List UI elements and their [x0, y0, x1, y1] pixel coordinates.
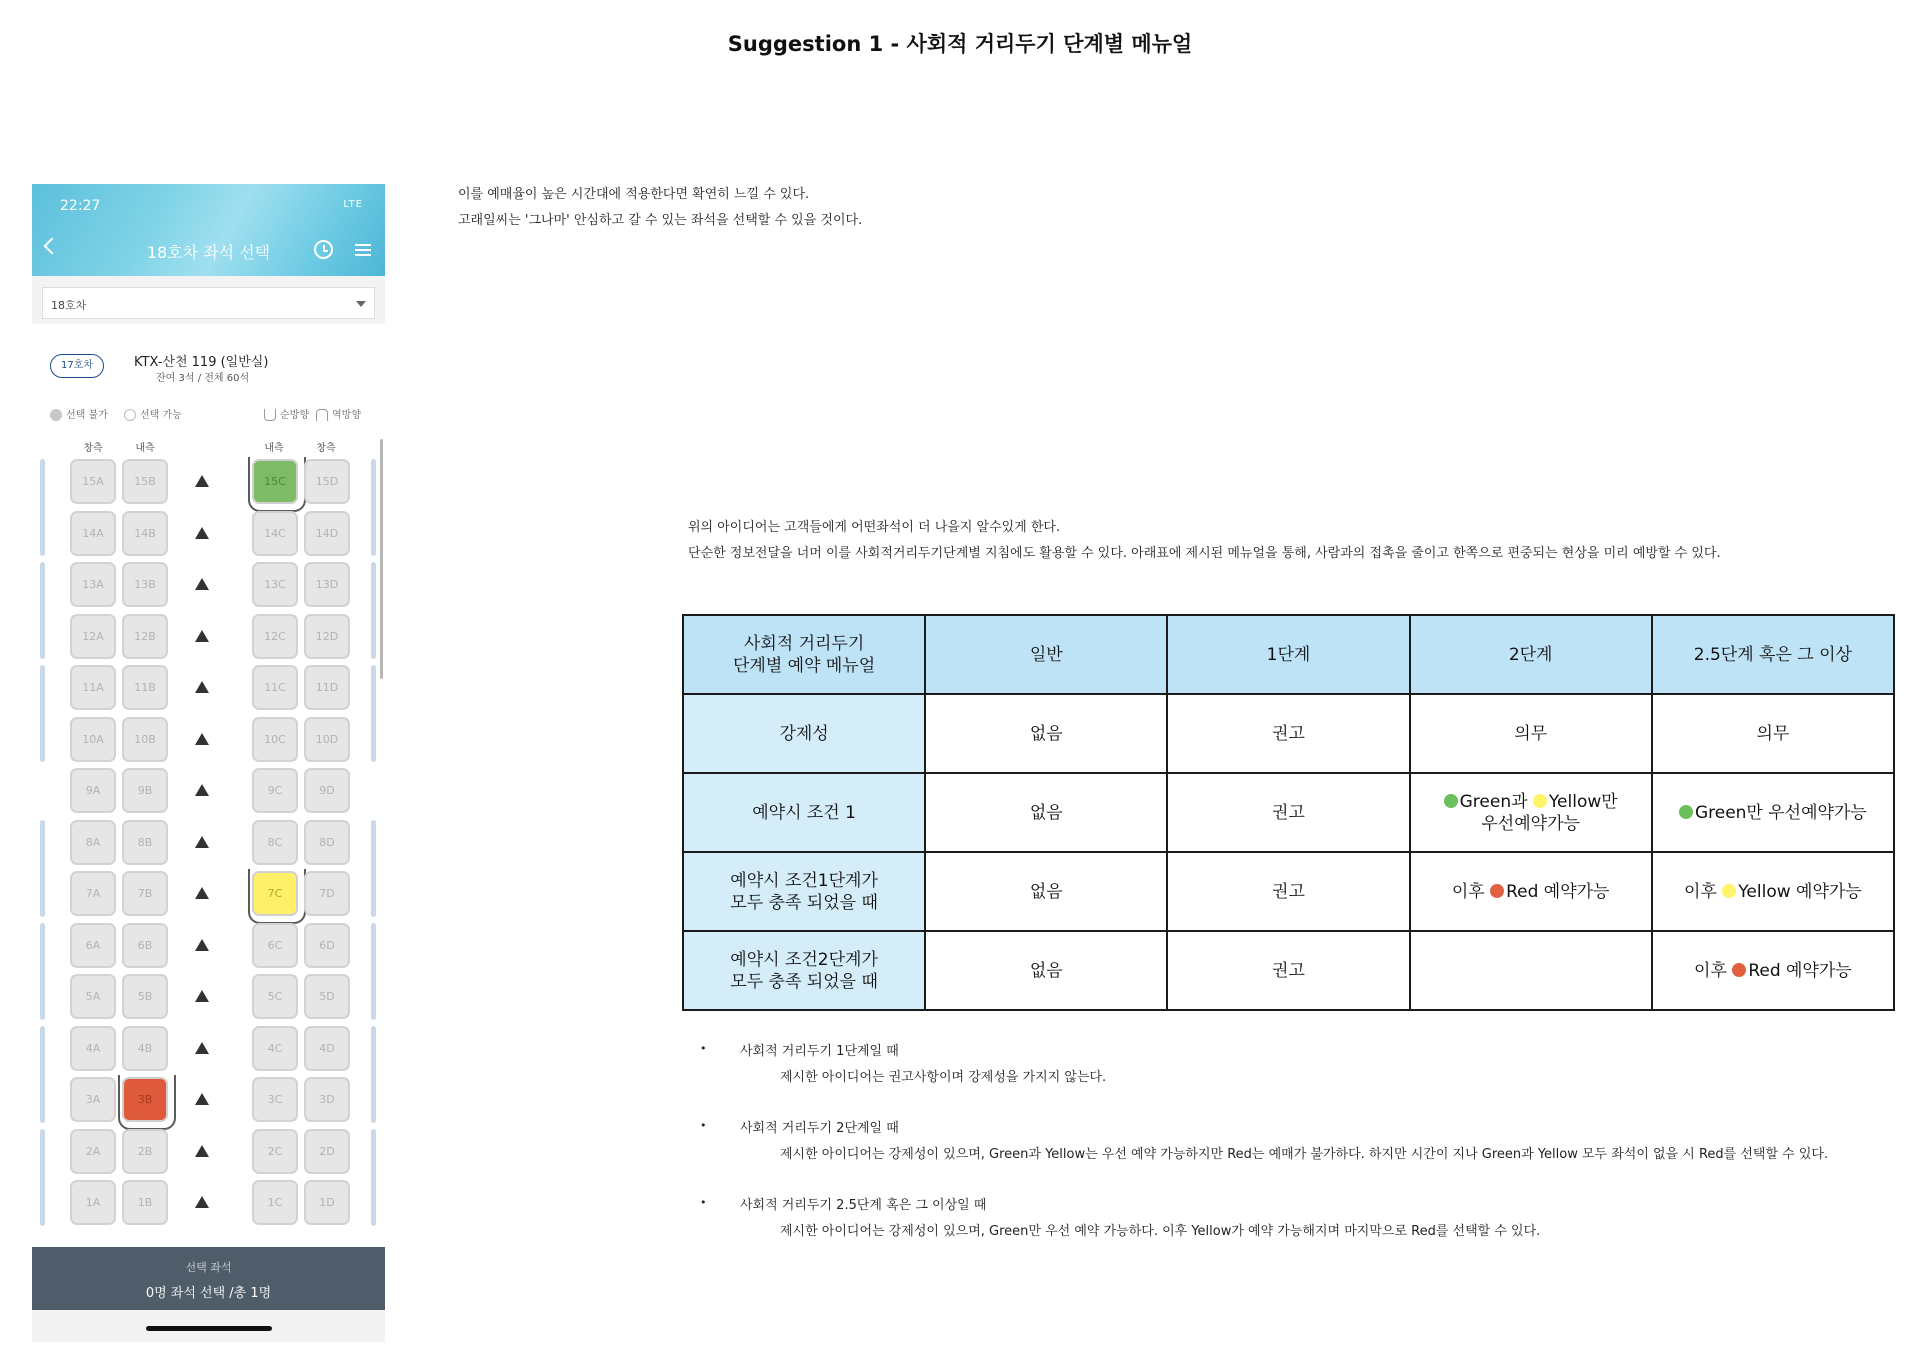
seat-4c[interactable]: 4C — [252, 1026, 298, 1071]
seat-2c[interactable]: 2C — [252, 1129, 298, 1174]
note-body: 제시한 아이디어는 권고사항이며 강제성을 가지지 않는다. — [780, 1070, 1107, 1085]
forward-seat-icon — [264, 409, 276, 421]
cell-text: Yellow만 — [1548, 791, 1618, 812]
bullet-icon: • — [700, 1196, 707, 1209]
table-cell: 권고 — [1167, 694, 1409, 773]
legend-forward: 순방향 — [280, 410, 309, 421]
seat-13a[interactable]: 13A — [70, 562, 116, 607]
seat-7a[interactable]: 7A — [70, 871, 116, 916]
note-item — [700, 1117, 1900, 1194]
seat-map — [32, 431, 385, 1247]
clock-icon[interactable] — [314, 240, 333, 259]
table-cell — [1410, 852, 1652, 931]
row-header-line: 모두 충족 되었을 때 — [730, 892, 878, 913]
seat-13b[interactable]: 13B — [122, 562, 168, 607]
window-bar — [371, 562, 376, 659]
legend-unavailable: 선택 불가 — [66, 410, 108, 421]
table-row — [683, 773, 1894, 852]
prev-car-button[interactable]: 17호차 — [50, 354, 104, 378]
direction-arrow-icon — [195, 1196, 209, 1208]
note-title: 사회적 거리두기 2.5단계 혹은 그 이상일 때 — [740, 1198, 987, 1213]
direction-arrow-icon — [195, 527, 209, 539]
scrollbar[interactable] — [380, 439, 383, 679]
row-header — [683, 931, 925, 1010]
seat-6d[interactable]: 6D — [304, 923, 350, 968]
window-bar — [40, 1129, 45, 1226]
column-header: 2단계 — [1410, 615, 1652, 694]
direction-arrow-icon — [195, 733, 209, 745]
cell-text: 이후 — [1684, 881, 1717, 902]
cell-text: 이후 — [1694, 960, 1727, 981]
cell-text: Red 예약가능 — [1506, 881, 1610, 902]
yellow-dot-icon — [1722, 884, 1736, 898]
caret-down-icon — [356, 301, 366, 307]
status-network: LTE — [343, 199, 363, 210]
seat-1b[interactable]: 1B — [122, 1180, 168, 1225]
seat-6a[interactable]: 6A — [70, 923, 116, 968]
row-header-line: 모두 충족 되었을 때 — [730, 971, 878, 992]
seat-1a[interactable]: 1A — [70, 1180, 116, 1225]
table-cell — [1652, 931, 1894, 1010]
window-bar — [40, 923, 45, 1020]
home-indicator — [146, 1326, 272, 1331]
cell-text: Green과 — [1459, 791, 1528, 812]
seat-12a[interactable]: 12A — [70, 614, 116, 659]
seat-6b[interactable]: 6B — [122, 923, 168, 968]
table-row — [683, 852, 1894, 931]
seat-3d[interactable]: 3D — [304, 1077, 350, 1122]
note-body: 제시한 아이디어는 강제성이 있으며, Green과 Yellow는 우선 예약 가능하지만 Red는 예매가 불가하다. 하지만 시간이 지나 Green과 Yellow 모두 좌석이 없을 시 Red를 선택할 수 있다. — [780, 1147, 1829, 1162]
bullet-icon: • — [700, 1042, 707, 1055]
window-bar — [371, 1026, 376, 1123]
seat-5d[interactable]: 5D — [304, 974, 350, 1019]
direction-arrow-icon — [195, 784, 209, 796]
seat-2a[interactable]: 2A — [70, 1129, 116, 1174]
distancing-table — [682, 614, 1895, 1011]
unavailable-dot-icon — [50, 409, 62, 421]
selected-seats-label: 선택 좌석 — [185, 1261, 232, 1274]
table-cell: 의무 — [1652, 694, 1894, 773]
table-cell — [1410, 931, 1652, 1010]
col-head-window: 창측 — [83, 443, 103, 454]
desc-line: 위의 아이디어는 고객들에게 어떤좌석이 더 나을지 알수있게 한다. — [688, 520, 1061, 535]
seat-12b[interactable]: 12B — [122, 614, 168, 659]
seat-1d[interactable]: 1D — [304, 1180, 350, 1225]
table-cell: 없음 — [925, 852, 1167, 931]
seat-legend — [50, 406, 370, 422]
direction-arrow-icon — [195, 1042, 209, 1054]
note-title: 사회적 거리두기 2단계일 때 — [740, 1121, 899, 1136]
selection-bar — [32, 1247, 385, 1310]
red-dot-icon — [1490, 884, 1504, 898]
seat-10b[interactable]: 10B — [122, 717, 168, 762]
notes-list — [700, 1040, 1900, 1271]
seat-9a[interactable]: 9A — [70, 768, 116, 813]
cell-text: Yellow 예약가능 — [1738, 881, 1862, 902]
direction-arrow-icon — [195, 836, 209, 848]
reverse-seat-icon — [316, 409, 328, 421]
window-bar — [371, 923, 376, 1020]
seat-13c[interactable]: 13C — [252, 562, 298, 607]
header-title: 18호차 좌석 선택 — [146, 243, 271, 262]
table-cell: 없음 — [925, 931, 1167, 1010]
seat-11d[interactable]: 11D — [304, 665, 350, 710]
table-row — [683, 931, 1894, 1010]
col-head-window: 창측 — [316, 443, 336, 454]
seat-11c[interactable]: 11C — [252, 665, 298, 710]
direction-arrow-icon — [195, 990, 209, 1002]
train-info-panel — [32, 324, 385, 431]
green-dot-icon — [1679, 805, 1693, 819]
direction-arrow-icon — [195, 630, 209, 642]
table-cell — [1652, 773, 1894, 852]
row-header: 예약시 조건 1 — [683, 773, 925, 852]
window-bar — [40, 820, 45, 917]
train-seat-count: 잔여 3석 / 전체 60석 — [156, 373, 250, 384]
seat-14c[interactable]: 14C — [252, 511, 298, 556]
seat-3a[interactable]: 3A — [70, 1077, 116, 1122]
seat-10a[interactable]: 10A — [70, 717, 116, 762]
phone-screen — [32, 184, 385, 1342]
table-row — [683, 694, 1894, 773]
intro-line: 이를 예매율이 높은 시간대에 적용한다면 확연히 느낄 수 있다. — [458, 187, 810, 202]
column-header: 일반 — [925, 615, 1167, 694]
seat-5a[interactable]: 5A — [70, 974, 116, 1019]
seat-10c[interactable]: 10C — [252, 717, 298, 762]
intro-line: 고래일씨는 '그나마' 안심하고 갈 수 있는 좌석을 선택할 수 있을 것이다. — [458, 213, 863, 228]
seat-1c[interactable]: 1C — [252, 1180, 298, 1225]
row-header — [683, 852, 925, 931]
table-cell: 권고 — [1167, 931, 1409, 1010]
note-title: 사회적 거리두기 1단계일 때 — [740, 1044, 899, 1059]
car-select-dropdown[interactable] — [42, 287, 375, 319]
seat-5b[interactable]: 5B — [122, 974, 168, 1019]
seat-2d[interactable]: 2D — [304, 1129, 350, 1174]
train-name: KTX-산천 119 (일반실) — [134, 355, 269, 370]
corner-line: 사회적 거리두기 — [743, 633, 865, 654]
table-cell: 의무 — [1410, 694, 1652, 773]
app-header — [32, 184, 385, 276]
seat-7d[interactable]: 7D — [304, 871, 350, 916]
direction-arrow-icon — [195, 1145, 209, 1157]
seat-6c[interactable]: 6C — [252, 923, 298, 968]
window-bar — [371, 820, 376, 917]
seat-8b[interactable]: 8B — [122, 820, 168, 865]
seat-2b[interactable]: 2B — [122, 1129, 168, 1174]
seat-11b[interactable]: 11B — [122, 665, 168, 710]
direction-arrow-icon — [195, 887, 209, 899]
seat-9c[interactable]: 9C — [252, 768, 298, 813]
seat-8d[interactable]: 8D — [304, 820, 350, 865]
window-bar — [371, 1129, 376, 1226]
seat-15b[interactable]: 15B — [122, 459, 168, 504]
car-select-value: 18호차 — [51, 299, 87, 312]
seat-4a[interactable]: 4A — [70, 1026, 116, 1071]
seat-4d[interactable]: 4D — [304, 1026, 350, 1071]
red-dot-icon — [1732, 963, 1746, 977]
green-dot-icon — [1444, 794, 1458, 808]
row-header-line: 예약시 조건1단계가 — [730, 870, 878, 891]
seat-14d[interactable]: 14D — [304, 511, 350, 556]
table-cell: 권고 — [1167, 852, 1409, 931]
note-body: 제시한 아이디어는 강제성이 있으며, Green만 우선 예약 가능하다. 이후 Yellow가 예약 가능해지며 마지막으로 Red를 선택할 수 있다. — [780, 1224, 1541, 1239]
direction-arrow-icon — [195, 939, 209, 951]
cell-text: 이후 — [1451, 881, 1485, 902]
legend-available: 선택 가능 — [140, 410, 182, 421]
seat-13d[interactable]: 13D — [304, 562, 350, 607]
column-header: 2.5단계 혹은 그 이상 — [1652, 615, 1894, 694]
seat-8c[interactable]: 8C — [252, 820, 298, 865]
cell-text: Green만 우선예약가능 — [1694, 802, 1867, 823]
note-item — [700, 1040, 1900, 1117]
window-bar — [40, 562, 45, 659]
intro-text — [458, 182, 862, 234]
table-cell: 권고 — [1167, 773, 1409, 852]
seat-15a[interactable]: 15A — [70, 459, 116, 504]
corner-line: 단계별 예약 메뉴얼 — [733, 655, 876, 676]
seat-7b[interactable]: 7B — [122, 871, 168, 916]
window-bar — [40, 1026, 45, 1123]
seat-5c[interactable]: 5C — [252, 974, 298, 1019]
yellow-dot-icon — [1533, 794, 1547, 808]
cell-text: 우선예약가능 — [1481, 813, 1580, 834]
seat-10d[interactable]: 10D — [304, 717, 350, 762]
seat-9d[interactable]: 9D — [304, 768, 350, 813]
hamburger-menu-icon[interactable] — [355, 244, 371, 256]
row-header: 강제성 — [683, 694, 925, 773]
seat-4b[interactable]: 4B — [122, 1026, 168, 1071]
table-cell — [1652, 852, 1894, 931]
table-corner — [683, 615, 925, 694]
page-title: Suggestion 1 - 사회적 거리두기 단계별 메뉴얼 — [727, 32, 1193, 56]
direction-arrow-icon — [195, 475, 209, 487]
window-bar — [40, 459, 45, 556]
seat-12c[interactable]: 12C — [252, 614, 298, 659]
note-item — [700, 1194, 1900, 1271]
direction-arrow-icon — [195, 1093, 209, 1105]
selected-seats-count: 0명 좌석 선택 /총 1명 — [145, 1286, 272, 1301]
seat-9b[interactable]: 9B — [122, 768, 168, 813]
seat-3c[interactable]: 3C — [252, 1077, 298, 1122]
column-header: 1단계 — [1167, 615, 1409, 694]
table-cell: 없음 — [925, 773, 1167, 852]
row-header-line: 예약시 조건2단계가 — [730, 949, 878, 970]
available-dot-icon — [124, 409, 136, 421]
seat-11a[interactable]: 11A — [70, 665, 116, 710]
seat-15c[interactable]: 15C — [252, 459, 298, 504]
status-time: 22:27 — [60, 198, 101, 214]
window-bar — [371, 459, 376, 556]
seat-7c[interactable]: 7C — [252, 871, 298, 916]
legend-reverse: 역방향 — [332, 410, 361, 421]
seat-8a[interactable]: 8A — [70, 820, 116, 865]
bullet-icon: • — [700, 1119, 707, 1132]
cell-text: Red 예약가능 — [1748, 960, 1852, 981]
table-cell — [1410, 773, 1652, 852]
table-cell: 없음 — [925, 694, 1167, 773]
seat-14b[interactable]: 14B — [122, 511, 168, 556]
direction-arrow-icon — [195, 578, 209, 590]
description-text — [688, 515, 1721, 567]
seat-14a[interactable]: 14A — [70, 511, 116, 556]
seat-3b[interactable]: 3B — [122, 1077, 168, 1122]
col-head-aisle: 내측 — [135, 443, 155, 454]
table-header-row — [683, 615, 1894, 694]
direction-arrow-icon — [195, 681, 209, 693]
seat-12d[interactable]: 12D — [304, 614, 350, 659]
window-bar — [371, 665, 376, 762]
window-bar — [40, 665, 45, 762]
seat-15d[interactable]: 15D — [304, 459, 350, 504]
desc-line: 단순한 정보전달을 너머 이를 사회적거리두기단계별 지침에도 활용할 수 있다. 아래표에 제시된 메뉴얼을 통해, 사람과의 접촉을 줄이고 한쪽으로 편중되는 현상을 미리 예방할 수 있다. — [688, 546, 1721, 561]
col-head-aisle: 내측 — [264, 443, 284, 454]
